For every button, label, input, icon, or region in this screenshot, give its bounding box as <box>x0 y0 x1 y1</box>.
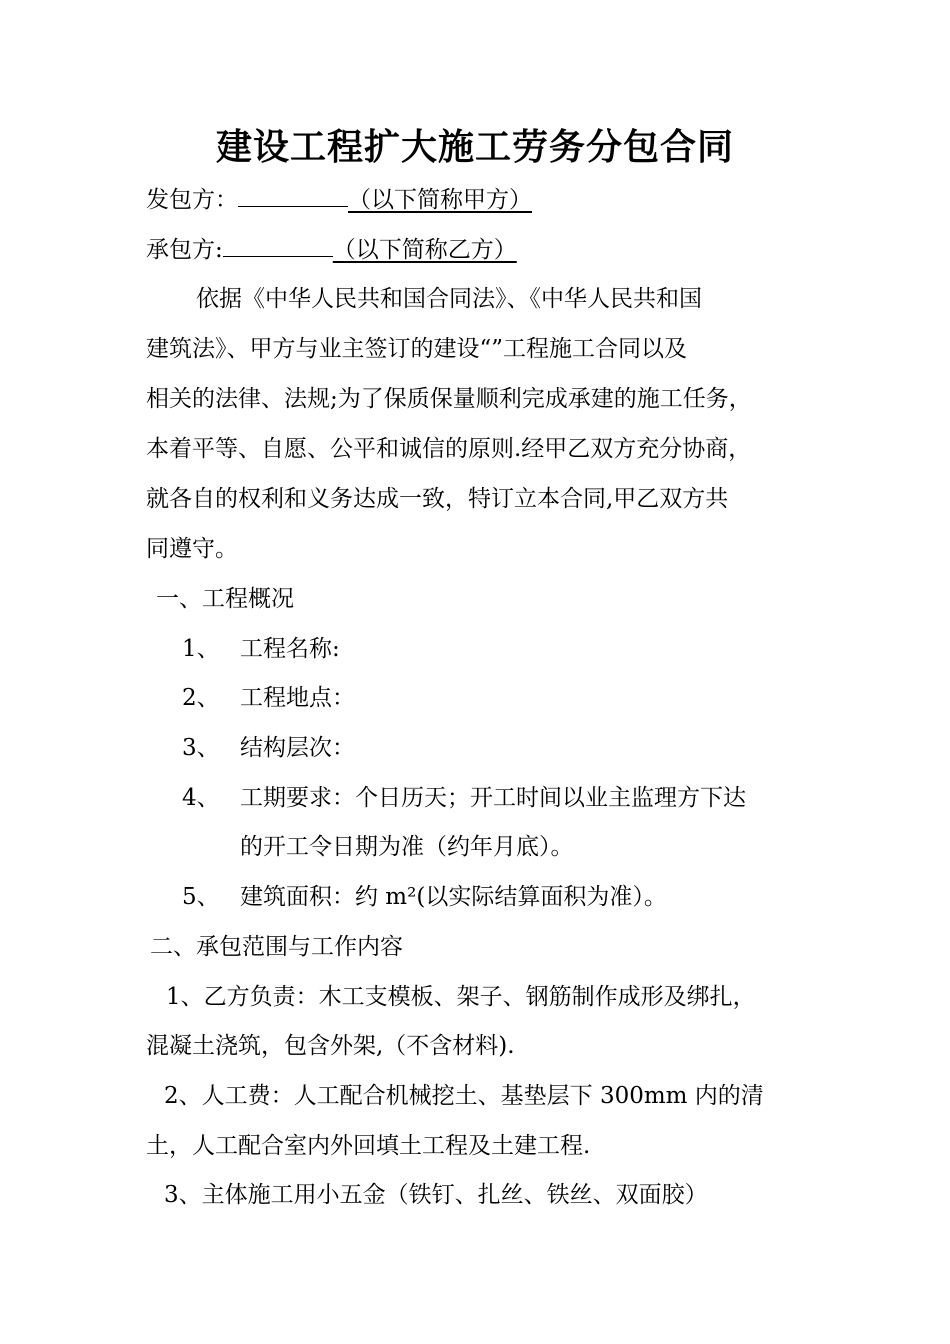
intro-line-2: 建筑法》、甲方与业主签订的建设“”工程施工合同以及 <box>146 336 688 362</box>
contractor-label: 承包方: <box>146 237 223 263</box>
section2-heading: 二、承包范围与工作内容 <box>150 934 403 960</box>
section2-item-1-line2: 混凝土浇筑，包含外架,（不含材料). <box>146 1033 515 1059</box>
section1-item-4-cont: 的开工令日期为准（约年月底）。 <box>240 834 574 860</box>
employer-line <box>146 183 532 217</box>
employer-note: （以下简称甲方） <box>348 187 532 213</box>
section1-item-5 <box>182 880 667 914</box>
contractor-note: （以下简称乙方） <box>332 237 517 263</box>
employer-blank <box>238 184 348 207</box>
contract-title: 建设工程扩大施工劳务分包合同 <box>215 126 734 168</box>
item-text: 建筑面积：约 m²(以实际结算面积为准）。 <box>240 884 667 910</box>
contractor-blank <box>223 234 333 257</box>
item-number: 3、 <box>182 735 220 761</box>
employer-label: 发包方： <box>146 187 238 213</box>
intro-line-3: 相关的法律、法规;为了保质保量顺利完成承建的施工任务， <box>146 386 752 412</box>
item-text: 结构层次： <box>240 735 355 761</box>
item-number: 4、 <box>182 785 220 811</box>
item-number: 2、 <box>182 685 220 711</box>
item-number: 5、 <box>182 884 220 910</box>
section1-item-3 <box>182 731 355 765</box>
section2-item-2-line2: 土，人工配合室内外回填土工程及土建工程. <box>146 1133 591 1159</box>
intro-line-6: 同遵守。 <box>146 536 238 562</box>
section1-item-4 <box>182 781 746 815</box>
intro-line-5: 就各自的权利和义务达成一致，特订立本合同,甲乙双方共 <box>146 486 729 512</box>
item-text: 工程名称: <box>240 636 340 662</box>
item-number: 1、 <box>182 636 220 662</box>
section2-item-1-line1: 1、乙方负责：木工支模板、架子、钢筋制作成形及绑扎， <box>166 984 756 1010</box>
intro-line-1: 依据《中华人民共和国合同法》、《中华人民共和国 <box>196 286 702 312</box>
item-text: 工程地点： <box>240 685 355 711</box>
section1-heading: 一、工程概况 <box>156 586 294 612</box>
intro-line-4: 本着平等、自愿、公平和诚信的原则.经甲乙双方充分协商， <box>146 436 752 462</box>
section2-item-2-line1: 2、人工费：人工配合机械挖土、基垫层下 300mm 内的清 <box>164 1083 764 1109</box>
section1-item-2 <box>182 681 355 715</box>
item-text: 工期要求：个日历天；开工时间以业主监理方下达 <box>240 785 746 811</box>
section2-item-3-line1: 3、主体施工用小五金（铁钉、扎丝、铁丝、双面胶） <box>164 1182 708 1208</box>
contractor-line <box>146 233 517 267</box>
section1-item-1 <box>182 632 340 666</box>
